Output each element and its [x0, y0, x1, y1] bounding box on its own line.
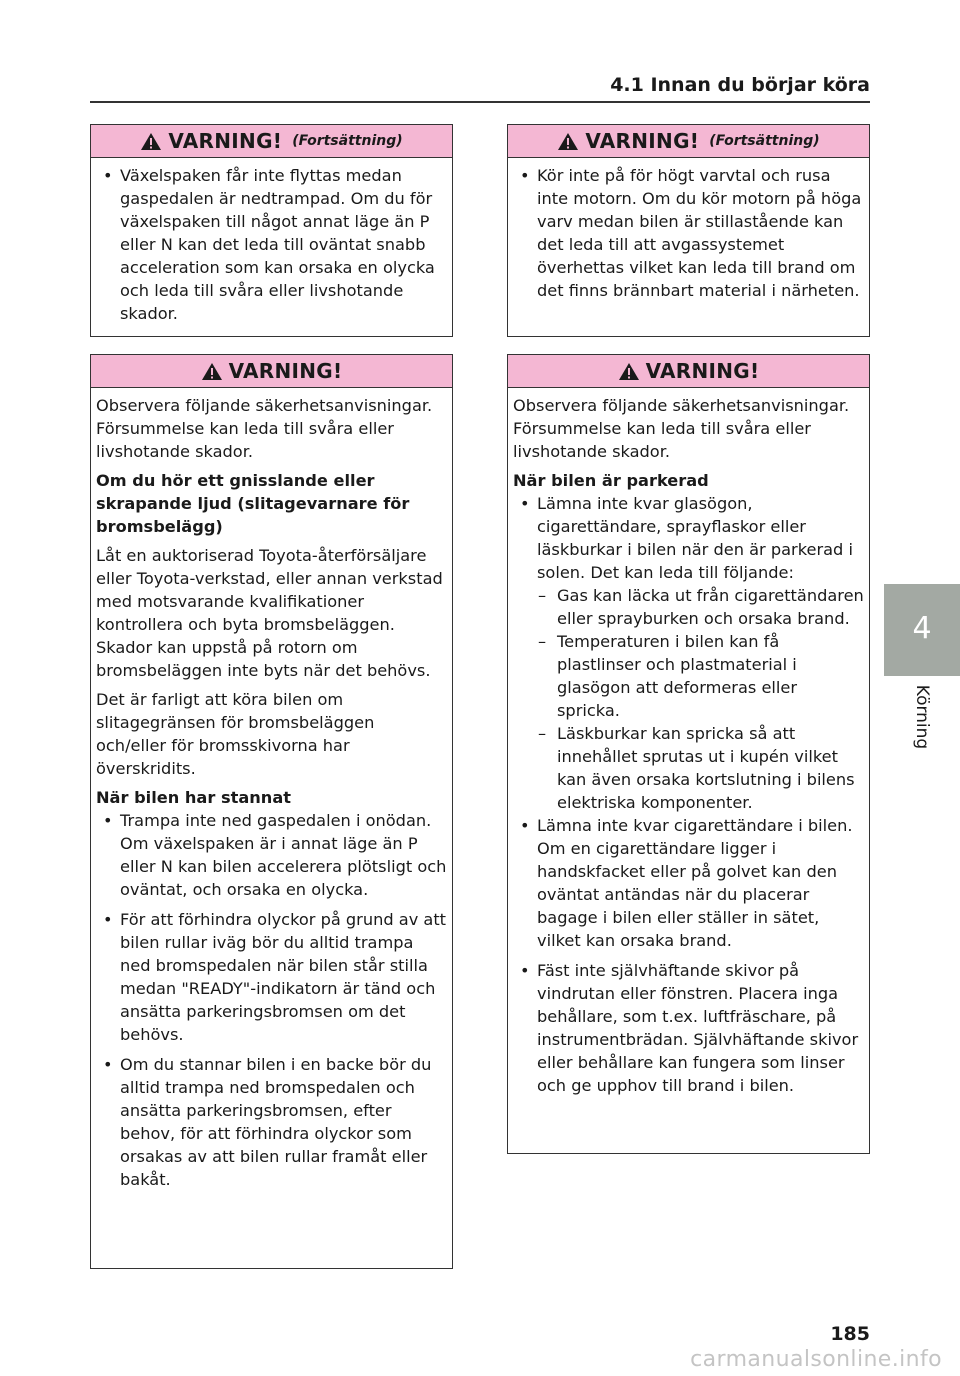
paragraph: Det är farligt att köra bilen om slitagegränsen för bromsbeläggen och/eller för bromsskivorna har överskridits.: [96, 690, 375, 778]
section-heading: När bilen har stannat: [96, 788, 291, 807]
section-heading: Om du hör ett gnisslande eller skrapande ljud (slitagevarnare för bromsbelägg): [96, 471, 410, 536]
warning-header: [508, 125, 869, 158]
intro-paragraph: Observera följande säkerhetsanvisningar. Försummelse kan leda till svåra eller livshotande skador.: [96, 396, 433, 461]
warning-body: [91, 388, 452, 1197]
warning-triangle-icon: [201, 362, 223, 381]
bullet-item: • Kör inte på för högt varvtal och rusa inte motorn. Om du kör motorn på höga varv medan bilen är stillastående kan det leda till att avgassystemet överhettas vilket kan leda till brand om det finns brännbart material i närheten.: [513, 164, 865, 302]
warning-header: [508, 355, 869, 388]
warning-body: [91, 158, 452, 331]
bullet-item: • Lämna inte kvar cigarettändare i bilen. Om en cigarettändare ligger i handskfacket eller på golvet kan den oväntat antändas när du placerar bagage i bilen eller ställer in sätet, vilket kan orsaka brand.: [513, 814, 865, 952]
warning-label: VARNING!: [645, 359, 760, 383]
warning-label: VARNING!: [585, 129, 700, 153]
bullet-item: • Växelspaken får inte flyttas medan gaspedalen är nedtrampad. Om du för växelspaken till något annat läge än P eller N kan det leda till oväntat snabb acceleration som kan orsaka en olycka och leda till svåra eller livshotande skador.: [96, 164, 448, 325]
watermark: carmanualsonline.info: [690, 1347, 942, 1372]
warning-label: VARNING!: [168, 129, 283, 153]
warning-triangle-icon: [140, 132, 162, 151]
intro-paragraph: Observera följande säkerhetsanvisningar. Försummelse kan leda till svåra eller livshotande skador.: [513, 396, 850, 461]
warning-header: [91, 355, 452, 388]
section-heading: När bilen är parkerad: [513, 471, 709, 490]
warning-box-left-continued: [90, 124, 453, 337]
page-number: 185: [830, 1323, 870, 1345]
section-title: 4.1 Innan du börjar köra: [610, 74, 870, 96]
chapter-number: 4: [912, 611, 932, 646]
dash-item: – Gas kan läcka ut från cigarettändaren eller sprayburken och orsaka brand.: [513, 584, 865, 630]
warning-body: [508, 158, 869, 308]
warning-box-right-continued: [507, 124, 870, 337]
header-divider: [90, 101, 870, 103]
paragraph: Låt en auktoriserad Toyota-återförsäljare eller Toyota-verkstad, eller annan verkstad med motsvarande kvalifikationer kontrollera och byta bromsbeläggen. Skador kan uppstå på rotorn om bromsbeläggen inte byts när det behövs.: [96, 546, 443, 680]
warning-triangle-icon: [618, 362, 640, 381]
warning-triangle-icon: [557, 132, 579, 151]
warning-box-right: [507, 354, 870, 1154]
dash-item: – Läskburkar kan spricka så att innehållet sprutas ut i kupén vilket kan även orsaka kortslutning i bilens elektriska komponenter.: [513, 722, 865, 814]
warning-header: [91, 125, 452, 158]
warning-body: [508, 388, 869, 1103]
continued-label: (Fortsättning): [709, 133, 820, 149]
bullet-item: • Lämna inte kvar glasögon, cigarettändare, sprayflaskor eller läskburkar i bilen när den är parkerad i solen. Det kan leda till följande:: [513, 492, 865, 584]
bullet-item: • Fäst inte självhäftande skivor på vindrutan eller fönstren. Placera inga behållare, som t.ex. luftfräschare, på instrumentbrädan. Självhäftande skivor eller behållare kan fungera som linser och ge upphov till brand i bilen.: [513, 959, 865, 1097]
bullet-item: • Om du stannar bilen i en backe bör du alltid trampa ned bromspedalen och ansätta parkeringsbromsen, efter behov, för att förhindra olyckor som orsakas av att bilen rullar framåt eller bakåt.: [96, 1053, 448, 1191]
warning-box-left: [90, 354, 453, 1269]
chapter-label: Körning: [912, 684, 932, 750]
warning-label: VARNING!: [228, 359, 343, 383]
dash-item: – Temperaturen i bilen kan få plastlinser och plastmaterial i glasögon att deformeras eller spricka.: [513, 630, 865, 722]
bullet-item: • För att förhindra olyckor på grund av att bilen rullar iväg bör du alltid trampa ned bromspedalen när bilen står stilla medan "READY"-indikatorn är tänd och ansätta parkeringsbromsen om det behövs.: [96, 908, 448, 1046]
bullet-item: • Trampa inte ned gaspedalen i onödan. Om växelspaken är i annat läge än P eller N kan bilen accelerera plötsligt och oväntat, och orsaka en olycka.: [96, 809, 448, 901]
continued-label: (Fortsättning): [292, 133, 403, 149]
